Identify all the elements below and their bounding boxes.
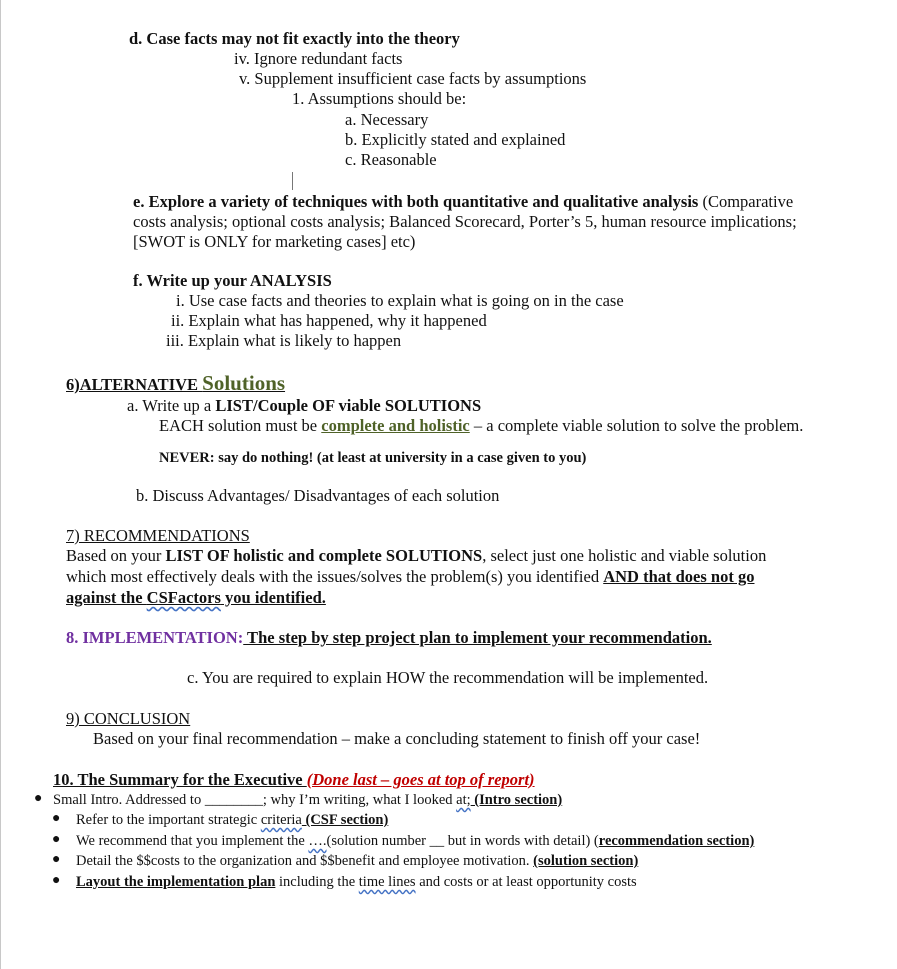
alternatives-a-prefix: a. Write up a [127,396,216,415]
sb5-d: and costs or at least opportunity costs [415,874,637,890]
rec-l3-a: against the [66,588,147,607]
alternatives-a-bold: LIST/Couple OF viable SOLUTIONS [215,396,482,415]
section-f-item-iii: iii. Explain what is likely to happen [166,331,402,350]
summary-bullet-csf [76,810,388,830]
section-e-line3: [SWOT is ONLY for marketing cases] etc) [133,232,416,251]
sb2-a: Refer to the important strategic [76,812,261,828]
sb3-a: We recommend that you implement the [76,833,309,849]
summary-bullet-costs [76,851,638,871]
implementation-line [66,628,712,648]
alternatives-item-b: b. Discuss Advantages/ Disadvantages of each solution [136,486,500,505]
assumption-explicit: b. Explicitly stated and explained [345,130,566,149]
section-e-line2: costs analysis; optional costs analysis; Balanced Scorecard, Porter’s 5, human resource implications; [133,212,797,231]
alternatives-heading-label: 6)ALTERNATIVE [66,375,203,394]
sb3-c: (solution number __ but in words with detail) ( [326,833,599,849]
alternatives-heading-solutions: Solutions [202,371,286,395]
implementation-heading: 8. IMPLEMENTATION: [66,628,244,647]
section-f-item-ii: ii. Explain what has happened, why it happened [171,311,487,330]
assumption-necessary: a. Necessary [345,110,429,129]
alternatives-each-line [159,416,803,436]
summary-note: (Done last – goes at top of report) [306,770,535,789]
text-cursor [292,172,293,190]
rec-l1-b: LIST OF holistic and complete SOLUTIONS [165,546,483,565]
alternatives-each-suffix: – a complete viable solution to solve the problem. [469,416,804,435]
sb2-c: (CSF section) [301,812,389,828]
page-left-edge [0,0,1,969]
section-e-heading: e. Explore a variety of techniques with both quantitative and qualitative analysis [133,192,699,211]
summary-bullet-intro [53,790,562,810]
section-f-item-i: i. Use case facts and theories to explain what is going on in the case [176,291,624,310]
section-d-item-v: v. Supplement insufficient case facts by assumptions [239,69,587,88]
sb2-b: criteria [260,812,302,828]
section-e-rest: (Comparative [698,192,794,211]
rec-csfactors: CSFactors [146,588,221,607]
rec-l2-b: AND that does not go [603,567,755,586]
sb5-c: time lines [358,874,416,890]
bullet-dot: ● [52,832,61,847]
sb5-b: including the [275,874,359,890]
section-d-heading: d. Case facts may not fit exactly into the theory [129,29,460,48]
conclusion-text: Based on your final recommendation – make a concluding statement to finish off your case! [93,729,701,748]
complete-and-holistic-link[interactable]: complete and holistic [321,416,470,435]
recommendations-line1 [66,546,766,566]
bullet-dot: ● [52,873,61,888]
sb1-a: Small Intro. Addressed to ________; why I’m writing, what I looked [53,792,457,808]
summary-bullet-recommend [76,831,754,851]
implementation-item-c: c. You are required to explain HOW the recommendation will be implemented. [187,668,709,687]
rec-l1-a: Based on your [66,546,166,565]
implementation-desc: The step by step project plan to implement your recommendation. [243,628,712,647]
conclusion-heading: 9) CONCLUSION [66,709,191,728]
assumption-reasonable: c. Reasonable [345,150,437,169]
alternatives-never-note: NEVER: say do nothing! (at least at university in a case given to you) [159,450,587,466]
summary-heading-line [53,770,535,790]
section-e-line1 [133,192,793,212]
alternatives-heading [66,373,285,395]
sb1-c: (Intro section) [470,792,563,808]
rec-l3-c: you identified. [220,588,326,607]
alternatives-each-prefix: EACH solution must be [159,416,322,435]
summary-heading: 10. The Summary for the Executive [53,770,307,789]
sb1-b: at; [456,792,471,808]
sb3-b: …. [308,833,327,849]
summary-bullet-layout [76,872,637,892]
alternatives-item-a [127,396,481,416]
recommendations-line3 [66,588,326,608]
bullet-dot: ● [52,852,61,867]
rec-l1-c: , select just one holistic and viable solution [482,546,767,565]
bullet-dot: ● [34,791,43,806]
sb3-d: recommendation section) [598,833,755,849]
sb5-a: Layout the implementation plan [76,874,276,890]
section-d-assumptions: 1. Assumptions should be: [292,89,467,108]
sb4-a: Detail the $$costs to the organization and $$benefit and employee motivation. [76,853,534,869]
rec-l2-a: which most effectively deals with the issues/solves the problem(s) you identified [66,567,604,586]
section-f-heading: f. Write up your ANALYSIS [133,271,332,290]
section-d-item-iv: iv. Ignore redundant facts [234,49,403,68]
recommendations-line2 [66,567,754,587]
recommendations-heading: 7) RECOMMENDATIONS [66,526,250,545]
bullet-dot: ● [52,811,61,826]
sb4-b: (solution section) [533,853,639,869]
